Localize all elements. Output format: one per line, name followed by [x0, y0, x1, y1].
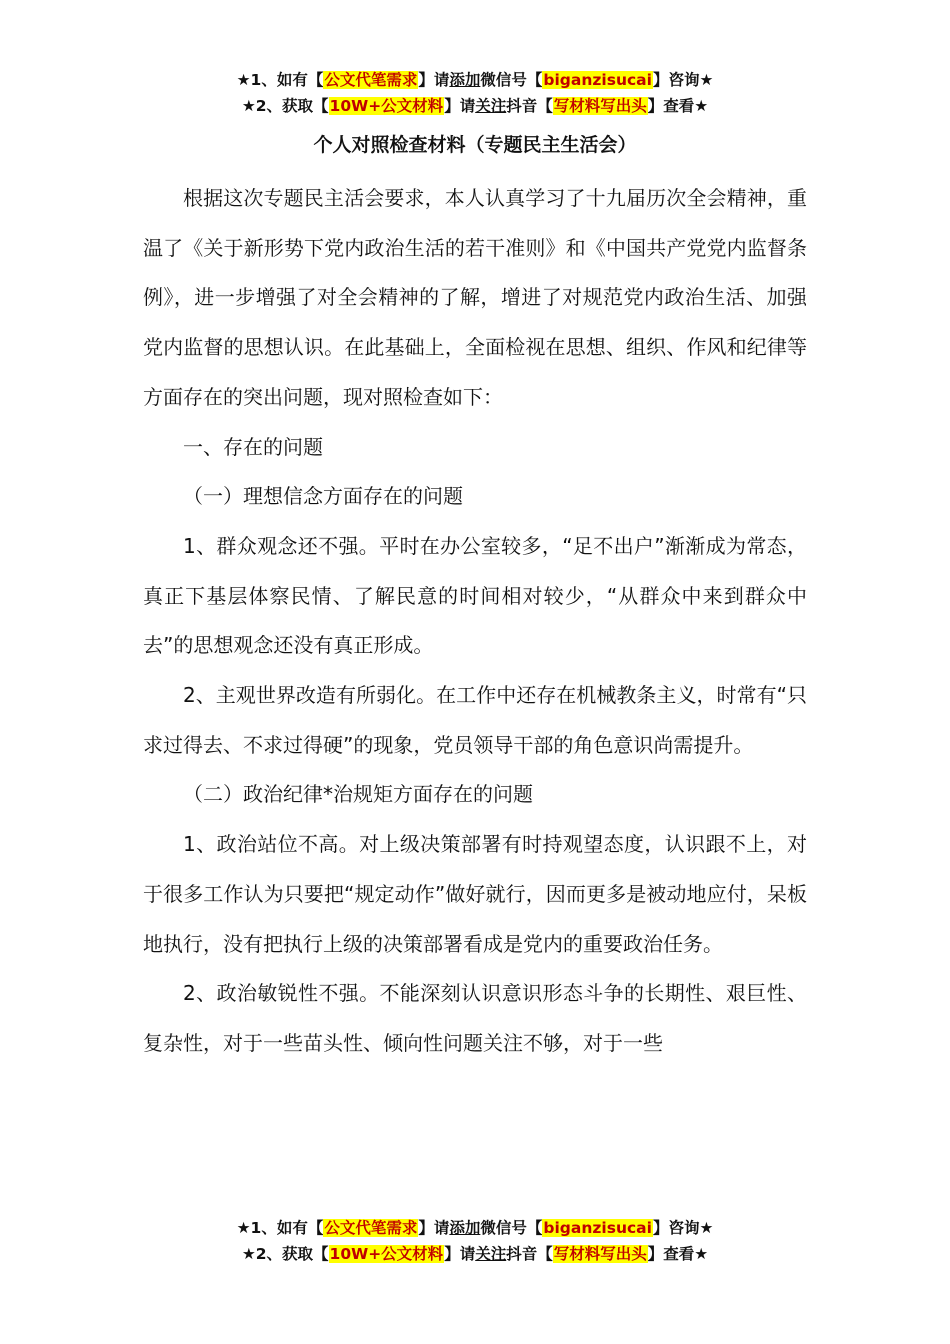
subsection-heading: （二）政治纪律*治规矩方面存在的问题	[183, 782, 533, 807]
banner-highlight: 10W+公文材料	[329, 97, 444, 115]
banner-highlight: 公文代笔需求	[324, 1219, 418, 1237]
banner-line-2: ★2、获取【10W+公文材料】请关注抖音【写材料写出头】查看★	[241, 1245, 709, 1263]
douyin-account: 写材料写出头	[553, 1245, 647, 1263]
banner-highlight: 10W+公文材料	[329, 1245, 444, 1263]
wechat-id: biganzisucai	[543, 71, 652, 89]
banner-line-1: ★1、如有【公文代笔需求】请添加微信号【biganzisucai】咨询★	[236, 71, 714, 89]
paragraph-intro: 根据这次专题民主活会要求，本人认真学习了十九届历次全会精神，重温了《关于新形势下党内政治生活的若干准则》和《中国共产党党内监督条例》，进一步增强了对全会精神的了解，增进了对规范党内政治生活、加强党内监督的思想认识。在此基础上，全面检视在思想、组织、作风和纪律等方面存在的突出问题，现对照检查如下：	[143, 186, 807, 409]
paragraph: 1、群众观念还不强。平时在办公室较多，“足不出户”渐渐成为常态，真正下基层体察民情、了解民意的时间相对较少，“从群众中来到群众中去”的思想观念还没有真正形成。	[143, 533, 807, 658]
paragraph: 2、主观世界改造有所弱化。在工作中还存在机械教条主义，时常有“只求过得去、不求过得硬”的现象，党员领导干部的角色意识尚需提升。	[143, 683, 807, 757]
footer-banner	[0, 1215, 950, 1267]
douyin-account: 写材料写出头	[553, 97, 647, 115]
banner-line-1: ★1、如有【公文代笔需求】请添加微信号【biganzisucai】咨询★	[236, 1219, 714, 1237]
header-banner	[0, 67, 950, 119]
section-heading: 一、存在的问题	[183, 434, 323, 459]
subsection-heading: （一）理想信念方面存在的问题	[183, 484, 463, 509]
document-body	[143, 174, 807, 1069]
banner-line-2: ★2、获取【10W+公文材料】请关注抖音【写材料写出头】查看★	[241, 97, 709, 115]
paragraph: 1、政治站位不高。对上级决策部署有时持观望态度，认识跟不上，对于很多工作认为只要把“规定动作”做好就行，因而更多是被动地应付，呆板地执行，没有把执行上级的决策部署看成是党内的重要政治任务。	[143, 832, 807, 956]
banner-highlight: 公文代笔需求	[324, 71, 418, 89]
wechat-id: biganzisucai	[543, 1219, 652, 1237]
document-title: 个人对照检查材料（专题民主生活会）	[313, 134, 637, 156]
paragraph: 2、政治敏锐性不强。不能深刻认识意识形态斗争的长期性、艰巨性、复杂性，对于一些苗头性、倾向性问题关注不够，对于一些	[143, 981, 807, 1055]
